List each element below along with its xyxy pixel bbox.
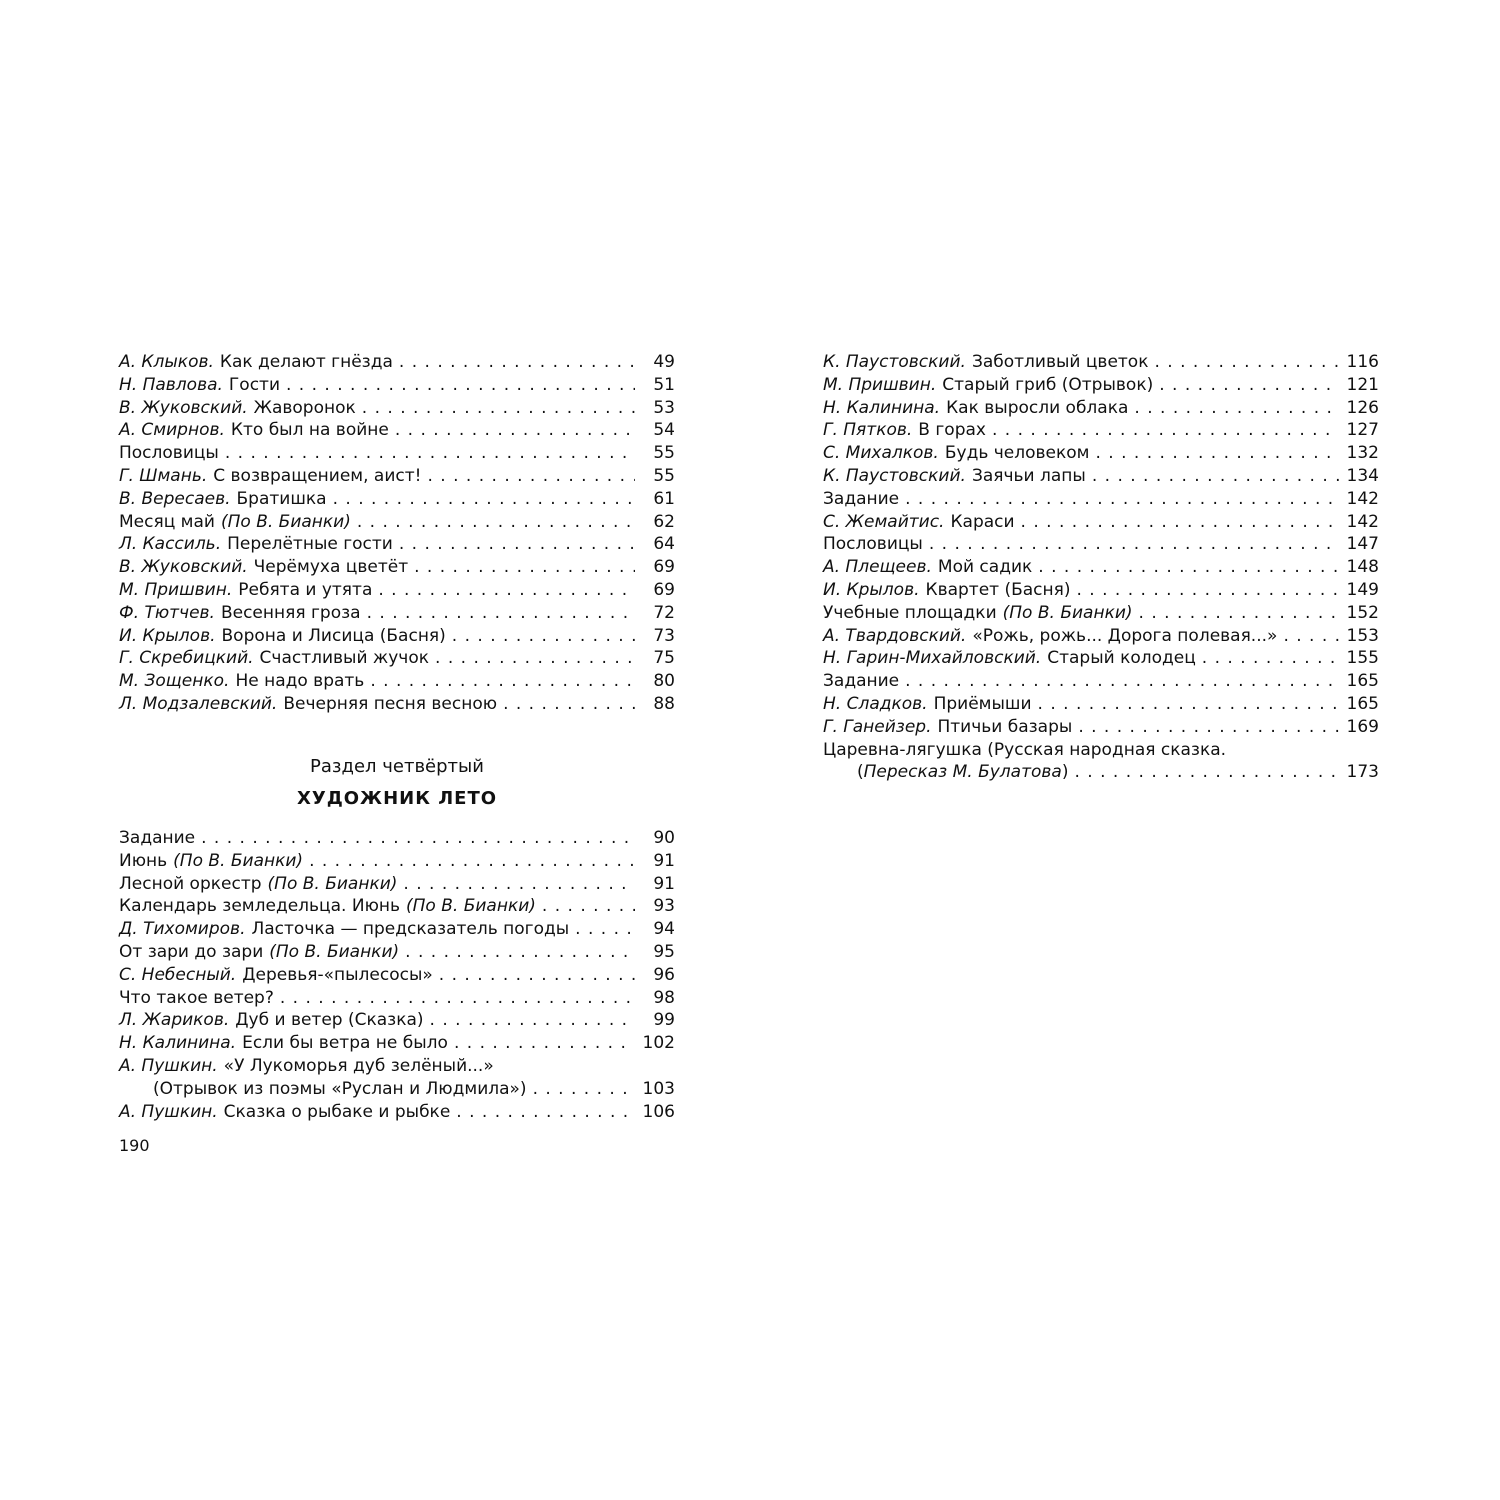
dot-leader xyxy=(905,670,1339,693)
dot-leader xyxy=(1139,602,1339,625)
toc-entry-author: С. Небесный. xyxy=(119,964,237,985)
toc-entry-page: 55 xyxy=(653,443,675,464)
toc-entry xyxy=(119,1032,675,1055)
dot-leader xyxy=(427,465,635,488)
toc-entry-note: (По В. Бианки) xyxy=(267,873,398,894)
toc-entry-page: 142 xyxy=(1346,511,1379,532)
toc-entry-title: Жаворонок xyxy=(253,397,356,418)
toc-entry xyxy=(119,873,675,896)
toc-entry-page: 51 xyxy=(653,374,675,395)
toc-entry-author: Н. Калинина. xyxy=(119,1033,237,1054)
toc-entry-page: 149 xyxy=(1346,579,1379,600)
toc-entry-author: Г. Пятков. xyxy=(823,420,913,441)
toc-entry-author: К. Паустовский. xyxy=(823,352,966,372)
toc-entry-page: 72 xyxy=(653,602,675,623)
dot-leader xyxy=(1074,761,1339,784)
toc-entry xyxy=(119,941,675,964)
toc-entry-title: Кто был на войне xyxy=(230,420,389,441)
toc-entry-author: В. Жуковский. xyxy=(119,557,248,578)
toc-entry-title: Не надо врать xyxy=(235,671,365,692)
toc-entry-page: 98 xyxy=(653,987,675,1008)
dot-leader xyxy=(309,850,635,873)
toc-right-column xyxy=(823,351,1379,784)
toc-entry-title: Будь человеком xyxy=(944,443,1090,464)
dot-leader xyxy=(1038,693,1339,716)
toc-entry xyxy=(119,1009,675,1032)
dot-leader xyxy=(405,941,635,964)
toc-entry xyxy=(823,397,1379,420)
toc-entry xyxy=(119,647,675,670)
toc-entry-note: (По В. Бианки) xyxy=(1002,602,1133,623)
dot-leader xyxy=(905,488,1339,511)
toc-entry-note: (По В. Бианки) xyxy=(269,941,400,962)
toc-entry-author: М. Пришвин. xyxy=(823,374,937,395)
toc-entry-author: Н. Сладков. xyxy=(823,693,928,714)
toc-entry xyxy=(119,374,675,397)
dot-leader xyxy=(399,351,635,374)
toc-entry-page: 61 xyxy=(653,488,675,509)
toc-entry-title: Учебные площадки xyxy=(823,602,997,623)
toc-entry xyxy=(119,1055,675,1078)
dot-leader xyxy=(1283,625,1339,648)
toc-entry-title: С возвращением, аист! xyxy=(213,465,422,486)
dot-leader xyxy=(992,419,1339,442)
toc-entry-page: 165 xyxy=(1346,693,1379,714)
toc-entry-author: И. Крылов. xyxy=(119,625,216,646)
dot-leader xyxy=(362,397,635,420)
toc-entry-page: 49 xyxy=(653,352,675,372)
toc-entry-title: Лесной оркестр xyxy=(119,873,262,894)
toc-entry-author: А. Смирнов. xyxy=(119,420,225,441)
toc-entry-title: Вечерняя песня весною xyxy=(283,693,498,714)
dot-leader xyxy=(378,579,635,602)
toc-entry-title: Гости xyxy=(228,374,280,395)
toc-entry xyxy=(823,442,1379,465)
toc-entry-page: 53 xyxy=(653,397,675,418)
toc-entry-page: 155 xyxy=(1346,648,1379,669)
dot-leader xyxy=(503,693,635,716)
toc-left-column xyxy=(119,351,675,716)
toc-entry-title: Что такое ветер? xyxy=(119,987,274,1008)
section-title: ХУДОЖНИК ЛЕТО xyxy=(296,788,498,809)
toc-entry: (Пересказ М. Булатова ) . . . 173 xyxy=(823,761,1379,784)
toc-entry-title: Птичьи базары xyxy=(937,716,1073,737)
dot-leader xyxy=(1038,556,1339,579)
toc-entry-page: 75 xyxy=(653,648,675,669)
dot-leader xyxy=(435,647,635,670)
toc-entry-page: 102 xyxy=(642,1033,675,1054)
dot-leader xyxy=(367,602,635,625)
toc-entry-page: 121 xyxy=(1346,374,1379,395)
toc-entry xyxy=(823,556,1379,579)
dot-leader xyxy=(333,488,635,511)
toc-entry xyxy=(119,556,675,579)
toc-entry-title: Заботливый цветок xyxy=(971,352,1149,372)
toc-entry-page: 88 xyxy=(653,693,675,714)
toc-entry xyxy=(119,827,675,850)
toc-entry-title: Караси xyxy=(950,511,1015,532)
dot-leader xyxy=(395,419,635,442)
dot-leader xyxy=(357,511,635,534)
toc-entry-page: 69 xyxy=(653,557,675,578)
toc-entry-page: 54 xyxy=(653,420,675,441)
toc-entry-page: 169 xyxy=(1346,716,1379,737)
dot-leader xyxy=(454,1032,635,1055)
toc-entry-page: 69 xyxy=(653,579,675,600)
dot-leader xyxy=(201,827,635,850)
toc-entry-title: Перелётные гости xyxy=(227,534,393,555)
dot-leader xyxy=(1077,579,1340,602)
dot-leader xyxy=(452,625,635,648)
toc-entry-author: Л. Модзалевский. xyxy=(119,693,278,714)
toc-entry xyxy=(119,579,675,602)
toc-entry-author: М. Пришвин. xyxy=(119,579,233,600)
toc-entry-title: Задание xyxy=(823,488,900,509)
toc-entry-author: А. Плещеев. xyxy=(823,557,932,578)
toc-entry-title: Июнь xyxy=(119,850,168,871)
toc-entry xyxy=(823,465,1379,488)
toc-entry-page: 55 xyxy=(653,465,675,486)
toc-entry xyxy=(119,602,675,625)
dot-leader xyxy=(280,987,635,1010)
toc-entry-page: 132 xyxy=(1346,443,1379,464)
toc-entry xyxy=(823,351,1379,374)
toc-entry xyxy=(119,625,675,648)
toc-entry-title: «У Лукоморья дуб зелёный...» xyxy=(223,1055,494,1076)
toc-entry xyxy=(823,716,1379,739)
toc-entry xyxy=(823,670,1379,693)
toc-entry-title: Как делают гнёзда xyxy=(219,352,393,372)
toc-entry-note: (По В. Бианки) xyxy=(406,896,536,917)
toc-entry xyxy=(119,533,675,556)
toc-entry-author: А. Пушкин. xyxy=(119,1101,218,1122)
dot-leader xyxy=(929,533,1339,556)
toc-entry-title: Ворона и Лисица (Басня) xyxy=(221,625,446,646)
toc-entry xyxy=(119,850,675,873)
toc-entry-page: 106 xyxy=(642,1101,675,1122)
dot-leader xyxy=(456,1101,635,1124)
toc-entry-page: 99 xyxy=(653,1010,675,1031)
toc-entry-author: А. Клыков. xyxy=(119,352,214,372)
toc-entry-page: 90 xyxy=(653,828,675,848)
toc-entry xyxy=(823,647,1379,670)
toc-entry xyxy=(119,987,675,1010)
toc-entry-page: 147 xyxy=(1346,534,1379,555)
toc-entry xyxy=(823,511,1379,534)
dot-leader xyxy=(370,670,635,693)
dot-leader xyxy=(403,873,635,896)
toc-entry xyxy=(823,579,1379,602)
toc-entry-author: М. Зощенко. xyxy=(119,671,230,692)
toc-entry-page: 80 xyxy=(653,671,675,692)
dot-leader xyxy=(286,374,635,397)
toc-entry-title: «Рожь, рожь... Дорога полевая...» xyxy=(972,625,1278,646)
dot-leader xyxy=(575,918,635,941)
dot-leader xyxy=(1021,511,1339,534)
toc-entry xyxy=(119,964,675,987)
toc-entry-note: (Пересказ М. Булатова xyxy=(857,762,1062,783)
dot-leader xyxy=(399,533,635,556)
toc-entry-title: В горах xyxy=(918,420,986,441)
toc-entry xyxy=(119,895,675,918)
toc-entry-author: С. Жемайтис. xyxy=(823,511,945,532)
toc-entry xyxy=(119,488,675,511)
toc-entry-author: Г. Шмань. xyxy=(119,465,208,486)
toc-entry xyxy=(119,693,675,716)
toc-entry-title: Счастливый жучок xyxy=(259,648,430,669)
toc-entry-title: Пословицы xyxy=(119,443,219,464)
toc-entry-author: Н. Павлова. xyxy=(119,374,223,395)
toc-entry-author: Ф. Тютчев. xyxy=(119,602,215,623)
toc-entry-author: В. Жуковский. xyxy=(119,397,248,418)
toc-entry-page: 93 xyxy=(653,896,675,917)
toc-entry xyxy=(119,918,675,941)
toc-entry xyxy=(823,533,1379,556)
toc-entry-title: Приёмыши xyxy=(933,693,1032,714)
dot-leader xyxy=(1078,716,1339,739)
toc-entry-author: Г. Скребицкий. xyxy=(119,648,254,669)
toc-entry-page: 62 xyxy=(653,511,675,532)
toc-entry-page: 153 xyxy=(1346,625,1379,646)
dot-leader xyxy=(430,1009,635,1032)
toc-entry-title: Как выросли облака xyxy=(946,397,1129,418)
toc-entry-page: 148 xyxy=(1346,557,1379,578)
toc-entry-title: Ласточка — предсказатель погоды xyxy=(251,919,570,940)
toc-entry-title: (Отрывок из поэмы «Руслан и Людмила») xyxy=(153,1078,527,1099)
toc-entry xyxy=(119,419,675,442)
toc-entry-title: Мой садик xyxy=(937,557,1033,578)
toc-entry-author: В. Вересаев. xyxy=(119,488,231,509)
toc-entry-page: 126 xyxy=(1346,397,1379,418)
toc-entry-title: Заячьи лапы xyxy=(971,465,1086,486)
toc-entry-title: Пословицы xyxy=(823,534,923,555)
toc-entry-page: 95 xyxy=(653,941,675,962)
toc-entry xyxy=(823,602,1379,625)
toc-entry-note: (По В. Бианки) xyxy=(220,511,351,532)
toc-entry-title: Дуб и ветер (Сказка) xyxy=(235,1010,424,1031)
dot-leader xyxy=(1202,647,1339,670)
toc-entry-title: Задание xyxy=(119,828,196,848)
dot-leader xyxy=(225,442,635,465)
toc-entry-author: А. Пушкин. xyxy=(119,1055,218,1076)
toc-entry-title: Квартет (Басня) xyxy=(925,579,1071,600)
toc-entry-page: 94 xyxy=(653,919,675,940)
toc-entry-author: И. Крылов. xyxy=(823,579,920,600)
toc-entry xyxy=(119,351,675,374)
dot-leader xyxy=(1159,374,1339,397)
toc-entry-title: Братишка xyxy=(236,488,327,509)
dot-leader xyxy=(1134,397,1339,420)
toc-entry-title: От зари до зари xyxy=(119,941,264,962)
toc-entry-page: 152 xyxy=(1346,602,1379,623)
toc-entry xyxy=(119,1101,675,1124)
toc-entry-author: А. Твардовский. xyxy=(823,625,967,646)
toc-entry-author: К. Паустовский. xyxy=(823,465,966,486)
toc-entry-page: 91 xyxy=(653,850,675,871)
toc-entry-title: Месяц май xyxy=(119,511,215,532)
toc-entry xyxy=(823,488,1379,511)
toc-entry-page: 127 xyxy=(1346,420,1379,441)
toc-entry-title: Черёмуха цветёт xyxy=(253,557,409,578)
dot-leader xyxy=(414,556,635,579)
toc-entry-title: Весенняя гроза xyxy=(220,602,361,623)
toc-entry-title: Старый колодец xyxy=(1047,648,1196,669)
toc-entry xyxy=(823,419,1379,442)
page-number: 190 xyxy=(119,1136,150,1155)
toc-entry-author: Л. Кассиль. xyxy=(119,534,222,555)
toc-entry xyxy=(119,670,675,693)
toc-entry-note: (По В. Бианки) xyxy=(173,850,304,871)
toc-entry-page: 73 xyxy=(653,625,675,646)
toc-entry-page: 142 xyxy=(1346,488,1379,509)
toc-entry-title: Деревья-«пылесосы» xyxy=(242,964,433,985)
toc-entry-title: Царевна-лягушка (Русская народная сказка. xyxy=(823,739,1227,760)
toc-entry-page: 165 xyxy=(1346,671,1379,692)
toc-entry-title: Если бы ветра не было xyxy=(242,1033,448,1054)
toc-entry xyxy=(119,511,675,534)
toc-entry-title: Ребята и утята xyxy=(238,579,373,600)
dot-leader xyxy=(1092,465,1339,488)
section-subtitle: Раздел четвёртый xyxy=(310,756,484,777)
toc-entry-title: Старый гриб (Отрывок) xyxy=(942,374,1154,395)
toc-entry xyxy=(119,1078,675,1101)
toc-entry-author: Н. Калинина. xyxy=(823,397,941,418)
toc-left-column-section-4 xyxy=(119,827,675,1123)
toc-entry-page: 134 xyxy=(1346,465,1379,486)
toc-entry-author: Д. Тихомиров. xyxy=(119,919,246,940)
toc-entry-page: 173 xyxy=(1346,762,1379,783)
toc-entry-author: Н. Гарин-Михайловский. xyxy=(823,648,1042,669)
toc-entry-title: Задание xyxy=(823,671,900,692)
toc-entry-author: Г. Ганейзер. xyxy=(823,716,932,737)
toc-entry xyxy=(823,374,1379,397)
toc-entry xyxy=(119,465,675,488)
dot-leader xyxy=(533,1078,635,1101)
toc-entry xyxy=(823,625,1379,648)
toc-entry xyxy=(119,442,675,465)
toc-entry xyxy=(119,397,675,420)
toc-entry-page: 91 xyxy=(653,873,675,894)
toc-entry-author: С. Михалков. xyxy=(823,443,939,464)
toc-entry-page: 116 xyxy=(1346,352,1379,372)
dot-leader xyxy=(1154,351,1339,374)
dot-leader xyxy=(542,895,635,918)
dot-leader xyxy=(439,964,635,987)
toc-entry-author: Л. Жариков. xyxy=(119,1010,230,1031)
toc-entry xyxy=(823,693,1379,716)
toc-entry-title: Сказка о рыбаке и рыбке xyxy=(223,1101,451,1122)
toc-entry-page: 103 xyxy=(642,1078,675,1099)
toc-entry-page: 96 xyxy=(653,964,675,985)
toc-entry xyxy=(823,739,1379,762)
toc-entry-page: 64 xyxy=(653,534,675,555)
dot-leader xyxy=(1096,442,1340,465)
toc-entry-title: Календарь земледельца. Июнь xyxy=(119,896,401,917)
